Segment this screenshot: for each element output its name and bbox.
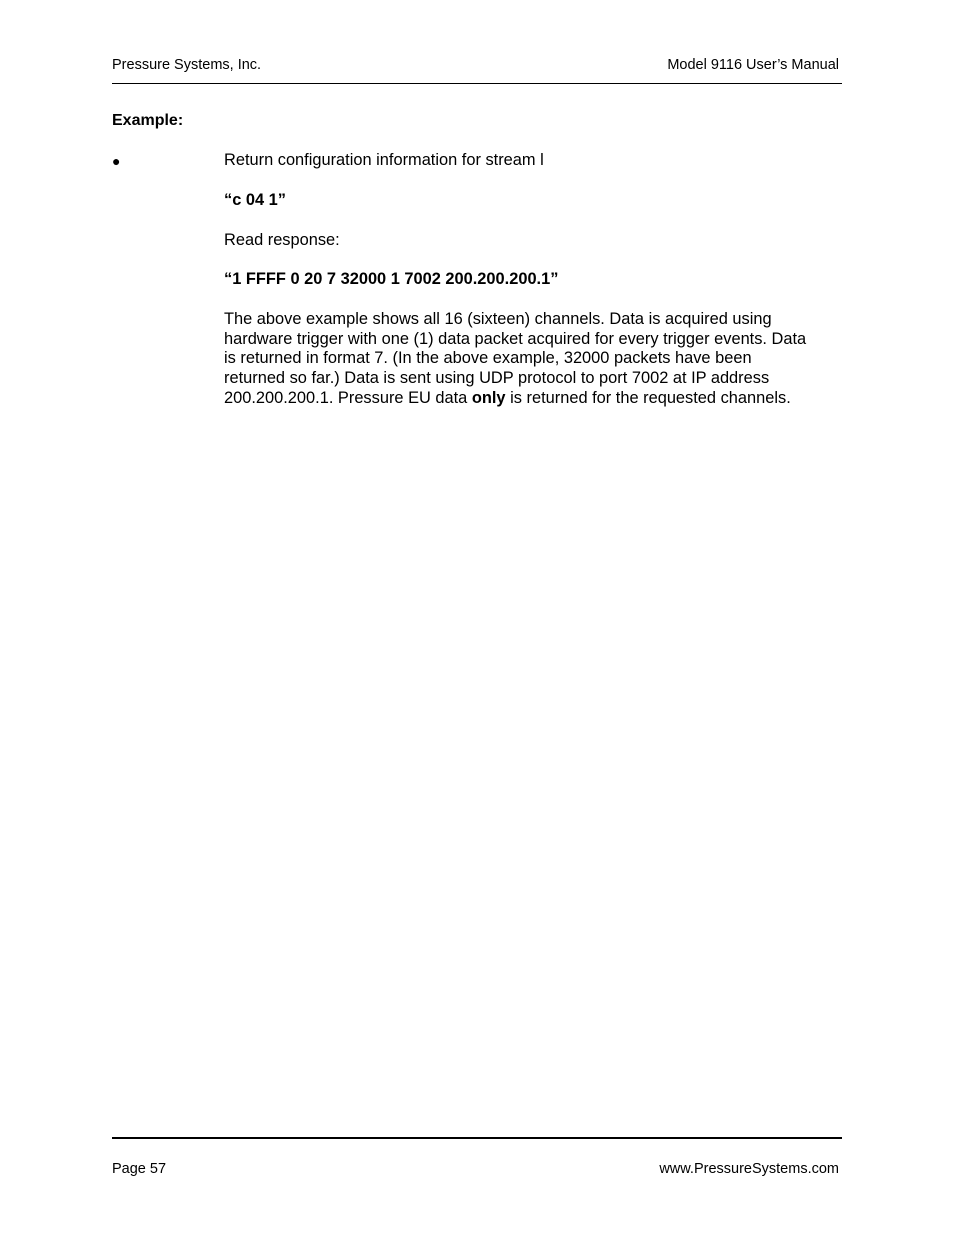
paragraph-line — [224, 389, 844, 409]
paragraph-line: returned so far.) Data is sent using UDP protocol to port 7002 at IP address — [224, 369, 770, 388]
bullet-icon: ● — [112, 153, 121, 169]
emphasis-text: only — [471, 388, 506, 407]
paragraph-line: is returned in format 7. (In the above example, 32000 packets have been — [224, 349, 752, 368]
header-manual-title: Model 9116 User’s Manual — [667, 57, 839, 73]
paragraph-text: 200.200.200.1. Pressure EU data — [224, 388, 472, 407]
bullet-text: Return configuration information for stream l — [224, 151, 544, 169]
footer-website: www.PressureSystems.com — [659, 1161, 839, 1177]
page-number: Page 57 — [112, 1161, 167, 1177]
paragraph-text: is returned for the requested channels. — [505, 388, 791, 407]
header-company: Pressure Systems, Inc. — [112, 57, 262, 73]
footer-divider — [112, 1137, 842, 1139]
read-response-label: Read response: — [224, 231, 340, 249]
explanation-paragraph — [224, 310, 844, 409]
section-heading: Example: — [112, 112, 184, 129]
paragraph-line: The above example shows all 16 (sixteen) channels. Data is acquired using — [224, 310, 772, 328]
response-example: “1 FFFF 0 20 7 32000 1 7002 200.200.200.1” — [224, 270, 559, 288]
paragraph-line: hardware trigger with one (1) data packet acquired for every trigger events. Data — [224, 329, 807, 348]
header-divider — [112, 83, 842, 84]
command-example: “c 04 1” — [224, 191, 286, 209]
